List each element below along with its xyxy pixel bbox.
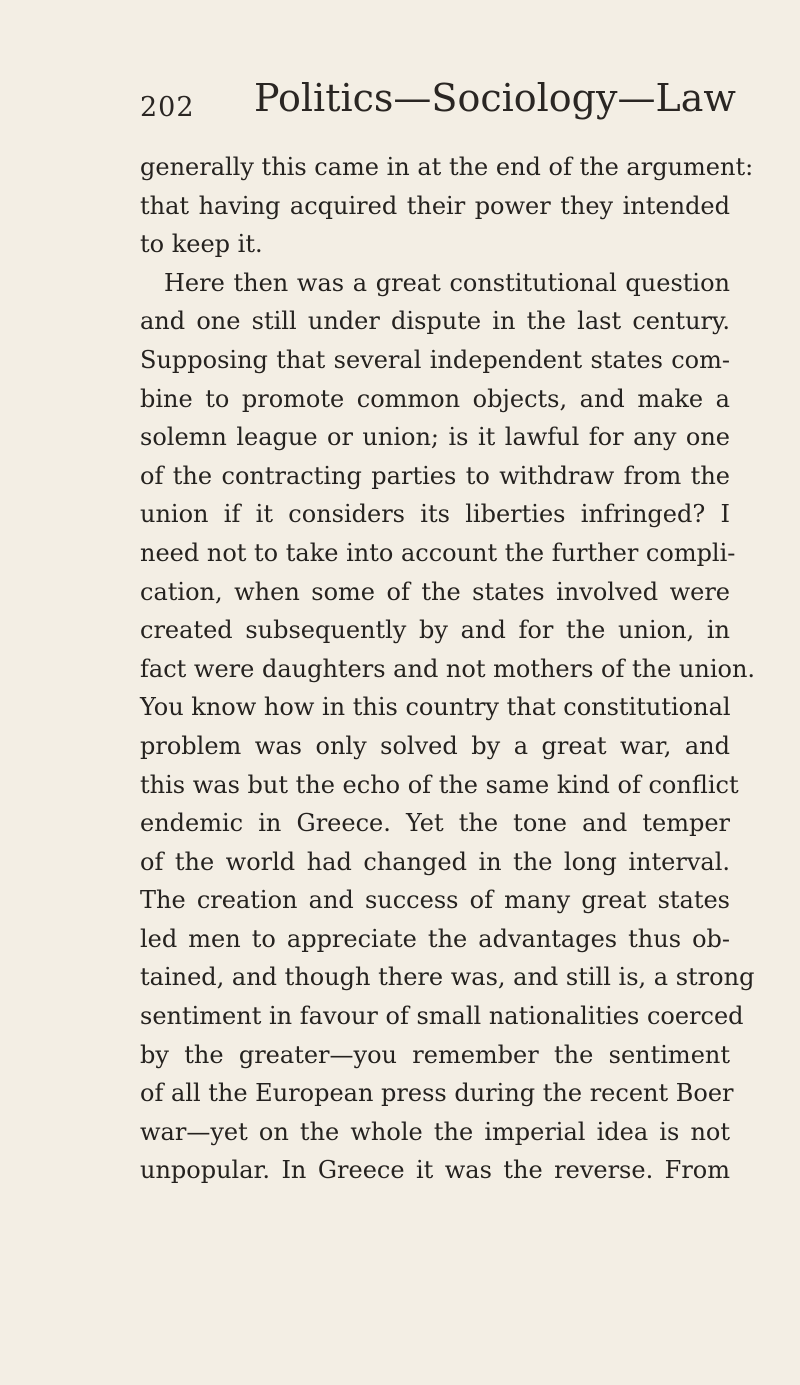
text-line: that having acquired their power they intended [140,191,730,220]
text-line: fact were daughters and not mothers of the union. [140,654,756,683]
text-line: The creation and success of many great states [140,886,730,915]
text-line: union if it considers its liberties infringed? I [140,500,730,529]
text-line: of the contracting parties to withdraw from the [140,461,730,490]
text-line: need not to take into account the further compli- [140,538,736,567]
text-line: of all the European press during the recent Boer [140,1079,734,1108]
text-line: of the world had changed in the long interval. [140,847,730,876]
text-line: sentiment in favour of small nationalities coerced [140,1002,744,1031]
text-line: war—yet on the whole the imperial idea is not [140,1117,730,1146]
text-line: solemn league or union; is it lawful for any one [140,423,730,452]
text-line: led men to appreciate the advantages thus ob- [140,924,730,953]
text-line: Supposing that several independent states com- [140,345,730,374]
text-line: cation, when some of the states involved were [140,577,730,606]
text-line: by the greater—you remember the sentiment [140,1040,730,1069]
text-line: endemic in Greece. Yet the tone and temper [140,809,730,838]
text-line: and one still under dispute in the last century. [140,307,730,336]
running-head: Politics—Sociology—Law [254,76,736,120]
text-line: created subsequently by and for the union, in [140,616,730,645]
text-line: generally this came in at the end of the argument: [140,153,754,181]
page-number: 202 [140,92,195,123]
text-line: this was but the echo of the same kind of conflict [140,770,739,799]
page-header [140,76,736,132]
text-line: problem was only solved by a great war, and [140,731,730,760]
text-line: Here then was a great constitutional question [164,268,730,297]
text-line: You know how in this country that constitutional [140,693,731,722]
body-text [140,148,756,1190]
text-line: bine to promote common objects, and make a [140,384,730,413]
text-line: unpopular. In Greece it was the reverse. From [140,1156,730,1185]
text-line: tained, and though there was, and still is, a strong [140,963,755,992]
text-line: to keep it. [140,230,263,259]
